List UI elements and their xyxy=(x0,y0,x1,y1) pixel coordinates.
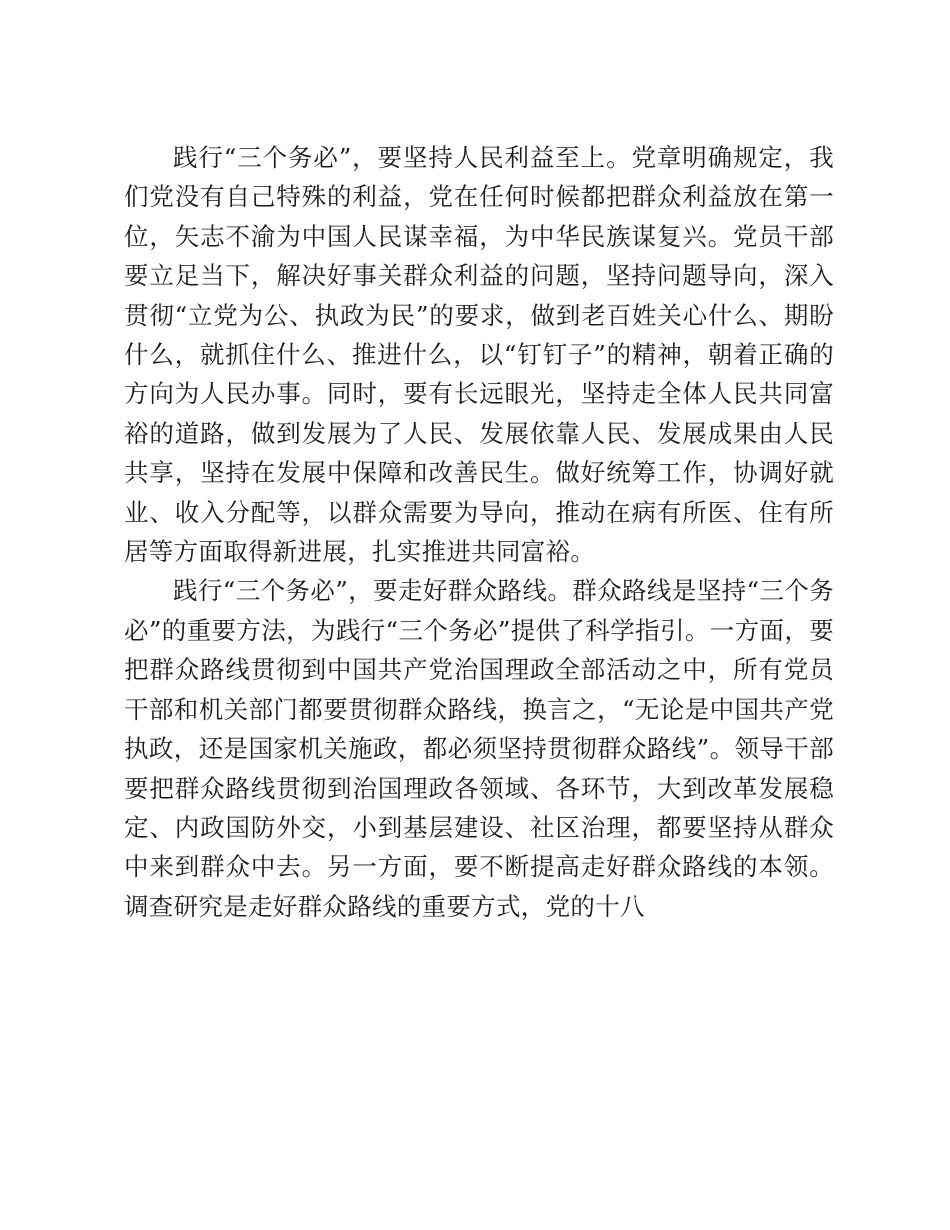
paragraph-mass-line: 践行“三个务必”，要走好群众路线。群众路线是坚持“三个务必”的重要方法，为践行“三个务必”提供了科学指引。一方面，要把群众路线贯彻到中国共产党治国理政全部活动之中，所有党员干部和机关部门都要贯彻群众路线，换言之，“无论是中国共产党执政，还是国家机关施政，都必须坚持贯彻群众路线”。领导干部要把群众路线贯彻到治国理政各领域、各环节，大到改革发展稳定、内政国防外交，小到基层建设、社区治理，都要坚持从群众中来到群众中去。另一方面，要不断提高走好群众路线的本领。调查研究是走好群众路线的重要方式，党的十八 xyxy=(124,576,834,921)
document-body xyxy=(124,138,834,926)
paragraph-people-interests: 践行“三个务必”，要坚持人民利益至上。党章明确规定，我们党没有自己特殊的利益，党在任何时候都把群众利益放在第一位，矢志不渝为中国人民谋幸福，为中华民族谋复兴。党员干部要立足当下，解决好事关群众利益的问题，坚持问题导向，深入贯彻“立党为公、执政为民”的要求，做到老百姓关心什么、期盼什么，就抓住什么、推进什么，以“钉钉子”的精神，朝着正确的方向为人民办事。同时，要有长远眼光，坚持走全体人民共同富裕的道路，做到发展为了人民、发展依靠人民、发展成果由人民共享，坚持在发展中保障和改善民生。做好统筹工作，协调好就业、收入分配等，以群众需要为导向，推动在病有所医、住有所居等方面取得新进展，扎实推进共同富裕。 xyxy=(124,143,834,567)
